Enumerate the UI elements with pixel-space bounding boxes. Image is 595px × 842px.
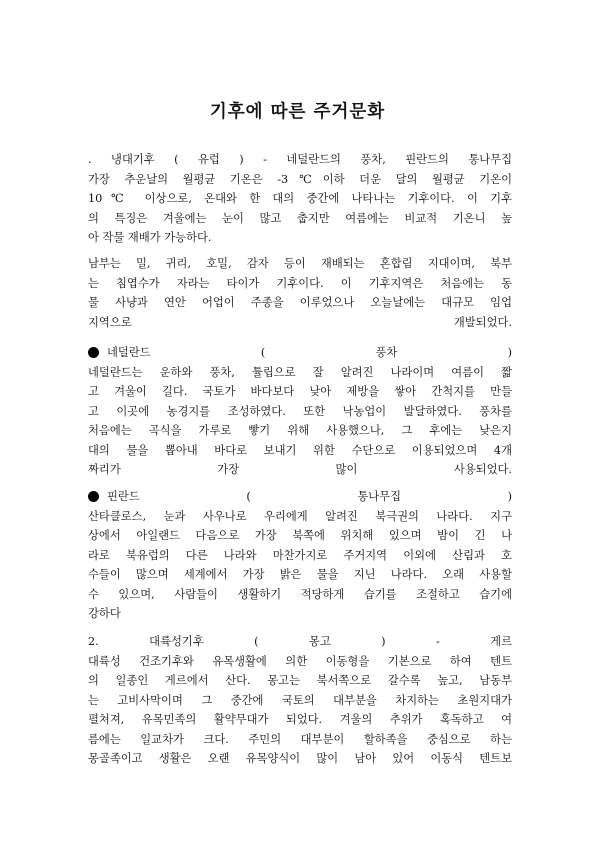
paragraph-3 [88, 343, 512, 480]
bullet-icon [88, 347, 99, 358]
paragraph-1 [88, 150, 512, 248]
text-line: 가장 추운날의 월평균 기온은 -3℃이하 더운 달의 월평균 기온이 [88, 172, 512, 186]
text-line: 는 고비사막이며 그 중간에 국토의 대부분을 차지하는 초원지대가 [88, 693, 512, 707]
bullet-heading-text: 핀란드 ( 통나무집 ) [107, 490, 512, 503]
text-line: 네덜란드는 운하와 풍차, 튤립으로 잘 알려진 나라이며 여름이 짧 [88, 365, 512, 379]
text-line: 수들이 많으며 세계에서 가장 밝은 물을 지닌 나라다. 오래 사용할 [88, 568, 512, 581]
text-line: 처음에는 곡식을 가루로 빻기 위해 사용했으나, 그 후에는 낮은지 [88, 424, 512, 437]
text-line: 아 작물 재배가 가능하다. [88, 231, 212, 244]
bullet-heading-text: 네덜란드 ( 풍차 ) [107, 346, 512, 359]
text-line: 2. 대륙성기후 ( 몽고 ) - 게르 [88, 635, 512, 648]
text-line: 수 있으며, 사람들이 생활하기 적당하게 습기를 조절하고 습기에 [88, 587, 512, 601]
text-line: 짜리가 가장 많이 사용되었다. [88, 463, 512, 476]
text-line: 펼쳐져, 유목민족의 활약무대가 되었다. 겨울의 추위가 혹독하고 여 [88, 713, 512, 726]
text-line: 라로 북유럽의 다른 나라와 마찬가지로 주거지역 이외에 산림과 호 [88, 548, 512, 562]
text-line: 산타클로스, 눈과 사우나로 우리에게 알려진 북극권의 나라다. 지구 [88, 509, 512, 523]
text-line: 상에서 아일랜드 다음으로 가장 북쪽에 위치해 있으며 밤이 긴 나 [88, 529, 512, 542]
text-line: 대륙성 건조기후와 유목생활에 의한 이동형을 기본으로 하여 텐트 [88, 654, 512, 668]
text-line: 10℃ 이상으로, 온대와 한 대의 중간에 나타나는 기후이다. 이 기후 [88, 192, 512, 205]
text-line: 의 일종인 게르에서 산다. 몽고는 북서쪽으로 갈수록 높고, 남동부 [88, 674, 512, 687]
text-line: 고 이곳에 농경지를 조성하였다. 또한 낙농업이 발달하였다. 풍차를 [88, 404, 512, 418]
text-line: 몽골족이고 생활은 오랜 유목양식이 많이 남아 있어 이동식 텐트보 [88, 752, 512, 765]
text-line: 고 겨울이 길다. 국토가 바다보다 낮아 제방을 쌓아 간척지를 만들 [88, 385, 512, 398]
document-title: 기후에 따른 주거문화 [209, 102, 386, 122]
text-line: 름에는 일교차가 크다. 주민의 대부분이 할하족을 중심으로 하는 [88, 732, 512, 746]
paragraph-5 [88, 632, 512, 769]
text-line: 물 사냥과 연안 어업이 주종을 이루었으나 오늘날에는 대규모 임업 [88, 296, 512, 309]
text-line: 남부는 밀, 귀리, 호밀, 감자 등이 재배되는 혼합림 지대이며, 북부 [88, 257, 512, 270]
text-line: 대의 물을 뽑아내 바다로 보내기 위한 수단으로 이용되었으며 4개 [88, 443, 512, 457]
bullet-heading [88, 343, 512, 363]
paragraph-4 [88, 487, 512, 624]
bullet-icon [88, 491, 99, 502]
text-line: . 냉대기후 ( 유럽 ) - 네덜란드의 풍차, 핀란드의 통나무집 [88, 153, 512, 166]
text-line: 강하다 [88, 607, 121, 620]
text-line: 의 특징은 겨울에는 눈이 많고 춥지만 여름에는 비교적 기온니 높 [88, 211, 512, 225]
text-line: 지역으로 개발되었다. [88, 315, 512, 329]
paragraph-2 [88, 254, 512, 332]
text-line: 는 침엽수가 자라는 타이가 기후이다. 이 기후지역은 처음에는 동 [88, 276, 512, 290]
bullet-heading [88, 487, 512, 507]
